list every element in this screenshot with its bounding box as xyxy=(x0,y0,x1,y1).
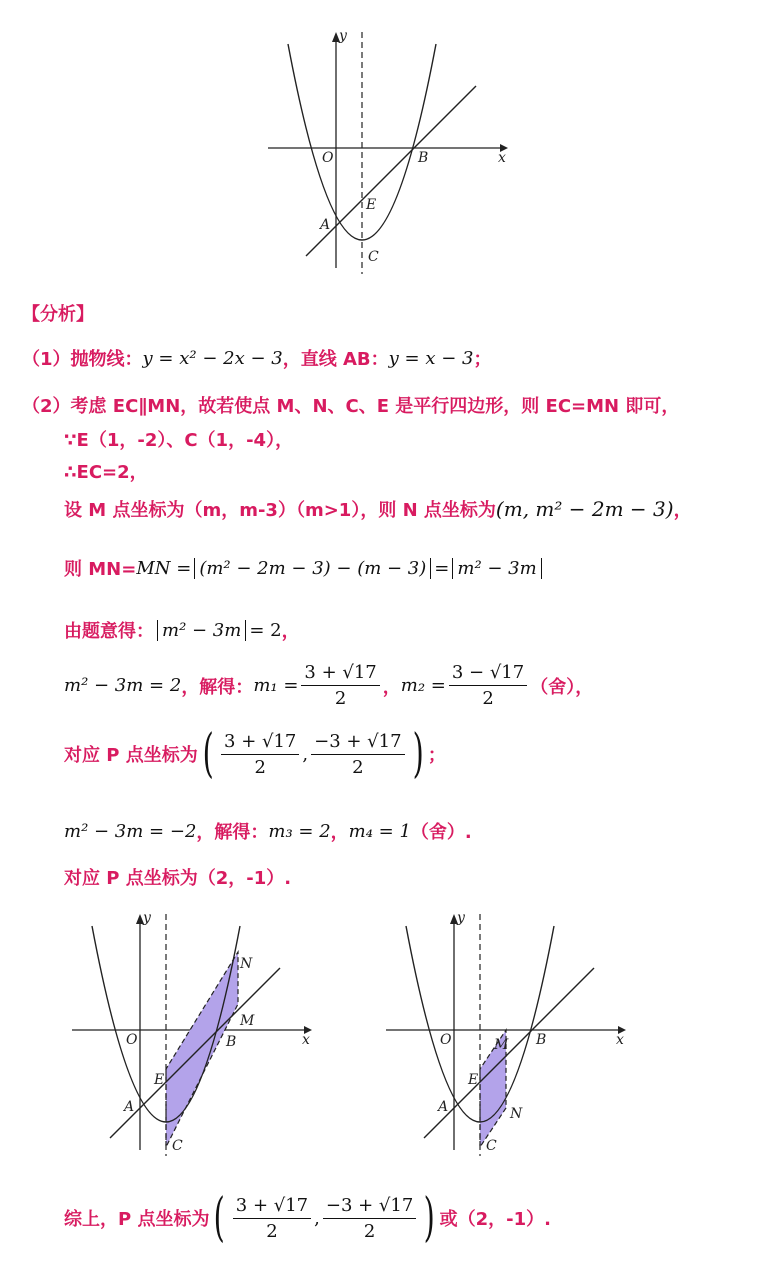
part2-line1: （2）考虑 EC∥MN，故若使点 M、N、C、E 是平行四边形，则 EC=MN 即可， xyxy=(22,396,680,417)
bottom-right-graph xyxy=(378,910,638,1158)
point-a-label: A xyxy=(438,1099,449,1115)
point-a-label: A xyxy=(124,1099,135,1115)
fraction-py-final: $\frac{-3 + √17}{2}$ xyxy=(323,1195,416,1242)
point-b-label: B xyxy=(226,1034,237,1050)
point-m-label: M xyxy=(494,1037,509,1053)
top-figure xyxy=(260,28,520,276)
fraction-m2: $\frac{3 - √17}{2}$ xyxy=(449,662,527,709)
point-e-label: E xyxy=(154,1072,165,1088)
origin-label: O xyxy=(440,1032,452,1048)
part2-line8: 对应 P 点坐标为 ( $\frac{3 + √17}{2}$ , $\frac{-3 + √17}{2}$ ) ； xyxy=(64,724,446,784)
point-c-label: C xyxy=(368,249,379,265)
conclusion-line: 综上，P 点坐标为 ( $\frac{3 + √17}{2}$ , $\frac{-3 + √17}{2}$ ) 或（2，-1）. xyxy=(64,1188,551,1248)
origin-label: O xyxy=(322,150,334,166)
x-axis-label: x xyxy=(616,1032,624,1048)
fraction-m1: $\frac{3 + √17}{2}$ xyxy=(301,662,379,709)
fraction-px-final: $\frac{3 + √17}{2}$ xyxy=(233,1195,311,1242)
point-a-label: A xyxy=(320,217,331,233)
y-axis-label: y xyxy=(339,28,347,44)
point-c-label: C xyxy=(172,1138,183,1154)
point-b-label: B xyxy=(536,1032,547,1048)
point-c-label: C xyxy=(486,1138,497,1154)
origin-label: O xyxy=(126,1032,138,1048)
bottom-left-figure xyxy=(64,910,324,1158)
x-axis-label: x xyxy=(498,150,506,166)
part2-line6: 由题意得： m² − 3m = 2 ， xyxy=(64,619,300,642)
line-ab xyxy=(110,968,280,1138)
part2-line7: m² − 3m = 2 ，解得： m₁ = $\frac{3 + √17}{2}$ ， m₂ = $\frac{3 - √17}{2}$ （舍）， xyxy=(64,662,594,709)
bottom-right-figure xyxy=(378,910,638,1158)
part1-line: （1）抛物线： y = x² − 2x − 3 ，直线 AB： y = x − 3 ； xyxy=(22,347,492,370)
analysis-heading: 【分析】 xyxy=(22,304,94,325)
point-b-label: B xyxy=(418,150,429,166)
y-axis-label: y xyxy=(143,910,151,926)
top-graph xyxy=(260,28,520,276)
line-ab xyxy=(306,86,476,256)
part2-line10: 对应 P 点坐标为（2，-1）. xyxy=(64,868,292,889)
fraction-py1: $\frac{-3 + √17}{2}$ xyxy=(311,731,404,778)
point-e-label: E xyxy=(468,1072,479,1088)
x-axis-label: x xyxy=(302,1032,310,1048)
fraction-px1: $\frac{3 + √17}{2}$ xyxy=(221,731,299,778)
point-n-label: N xyxy=(240,956,253,972)
line-ab xyxy=(424,968,594,1138)
part2-line2: ∵E（1，-2）、C（1，-4）， xyxy=(64,430,294,451)
point-e-label: E xyxy=(366,197,377,213)
point-n-label: N xyxy=(510,1106,523,1122)
bottom-left-graph xyxy=(64,910,324,1158)
point-m-label: M xyxy=(240,1013,255,1029)
part2-line9: m² − 3m = −2 ，解得： m₃ = 2 ， m₄ = 1 （舍）. xyxy=(64,820,472,843)
y-axis-label: y xyxy=(457,910,465,926)
part2-line4: 设 M 点坐标为（m，m-3）（m>1），则 N 点坐标为 (m, m² − 2m − 3) ， xyxy=(64,497,692,521)
part2-line3: ∴EC=2， xyxy=(64,462,148,483)
part2-line5: 则 MN= MN = (m² − 2m − 3) − (m − 3) = m² − 3m xyxy=(64,555,545,581)
